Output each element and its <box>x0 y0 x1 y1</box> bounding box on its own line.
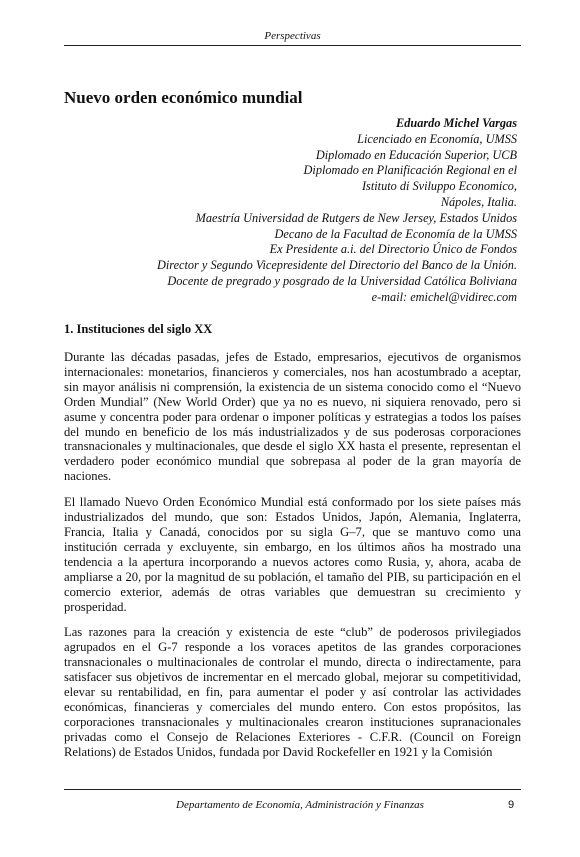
author-block <box>100 116 517 306</box>
author-credential: Decano de la Facultad de Economía de la UMSS <box>274 226 517 241</box>
author-name: Eduardo Michel Vargas <box>396 116 517 130</box>
section-heading: 1. Instituciones del siglo XX <box>64 322 213 336</box>
body-paragraph: El llamado Nuevo Orden Económico Mundial está conformado por los siete países más industrializados del mundo, que son: Estados Unidos, Japón, Alemania, Inglaterra, Francia, Italia y Canadá, conocidos por su sigla G–7, que se mantuvo como una institución cerrada y excluyente, sin embargo, en los últimos años ha mostrado una tendencia a la apertura incorporando a nuevos actores como Rusia, y, ahora, acaba de ampliarse a 20, por la magnitud de su población, el tamaño del PIB, su participación en el comercio exterior, además de otras variables que demuestran su crecimiento y prosperidad. <box>64 495 521 614</box>
footer-department: Departamento de Economía, Administración y Finanzas <box>176 799 424 811</box>
author-credential: Nápoles, Italia. <box>440 194 517 209</box>
footer-rule <box>64 789 521 790</box>
author-credential: Istituto di Sviluppo Economico, <box>361 179 517 194</box>
body-paragraph: Durante las décadas pasadas, jefes de Estado, empresarios, ejecutivos de organismos internacionales: monetarios, financieros y comerciales, nos han acostumbrado a aceptar, sin mayor análisis ni comprensión, la existencia de un sistema conocido como el “Nuevo Orden Mundial” (New World Order) que ya no es nuevo, ni siquiera renovado, pero si asume y concentra poder para ordenar o imponer políticas y estrategias a todos los países del mundo en beneficio de los más industrializados y de sus poderosas corporaciones transnacionales y multinacionales, que desde el siglo XX hasta el presente, representan el verdadero poder económico mundial que sobrepasa al poder de la gran mayoría de naciones. <box>64 350 521 484</box>
author-credential: Director y Segundo Vicepresidente del Directorio del Banco de la Unión. <box>156 258 517 273</box>
author-credential: Maestría Universidad de Rutgers de New Jersey, Estados Unidos <box>195 210 517 225</box>
running-header: Perspectivas <box>264 30 321 42</box>
page-number: 9 <box>508 799 515 811</box>
body-paragraph: Las razones para la creación y existencia de este “club” de poderosos privilegiados agrupados en el G-7 responde a los voraces apetitos de las grandes corporaciones transnacionales o multinacionales de controlar el mundo, directa o indirectamente, para satisfacer sus objetivos de incrementar en el mercado global, mejorar su competitividad, elevar su rentabilidad, en fin, para aumentar el poder y así controlar las actividades económicas, financieras y comerciales del mundo entero. Con estos propósitos, las corporaciones transnacionales y multinacionales crearon instituciones supranacionales privadas como el Consejo de Relaciones Exteriores - C.F.R. (Council on Foreign Relations) de Estados Unidos, fundada por David Rockefeller en 1921 y la Comisión <box>64 625 521 759</box>
author-credential: Diplomado en Educación Superior, UCB <box>315 147 517 162</box>
author-credential: Ex Presidente a.i. del Directorio Único de Fondos <box>269 242 517 257</box>
article-title: Nuevo orden económico mundial <box>64 88 303 107</box>
author-credential: Diplomado en Planificación Regional en el <box>303 163 517 178</box>
article-body <box>64 350 521 771</box>
author-credential: Docente de pregrado y posgrado de la Universidad Católica Boliviana <box>167 273 517 288</box>
author-email: e-mail: emichel@vidirec.com <box>371 289 517 304</box>
header-rule <box>64 45 521 46</box>
author-credential: Licenciado en Economía, UMSS <box>357 131 517 146</box>
